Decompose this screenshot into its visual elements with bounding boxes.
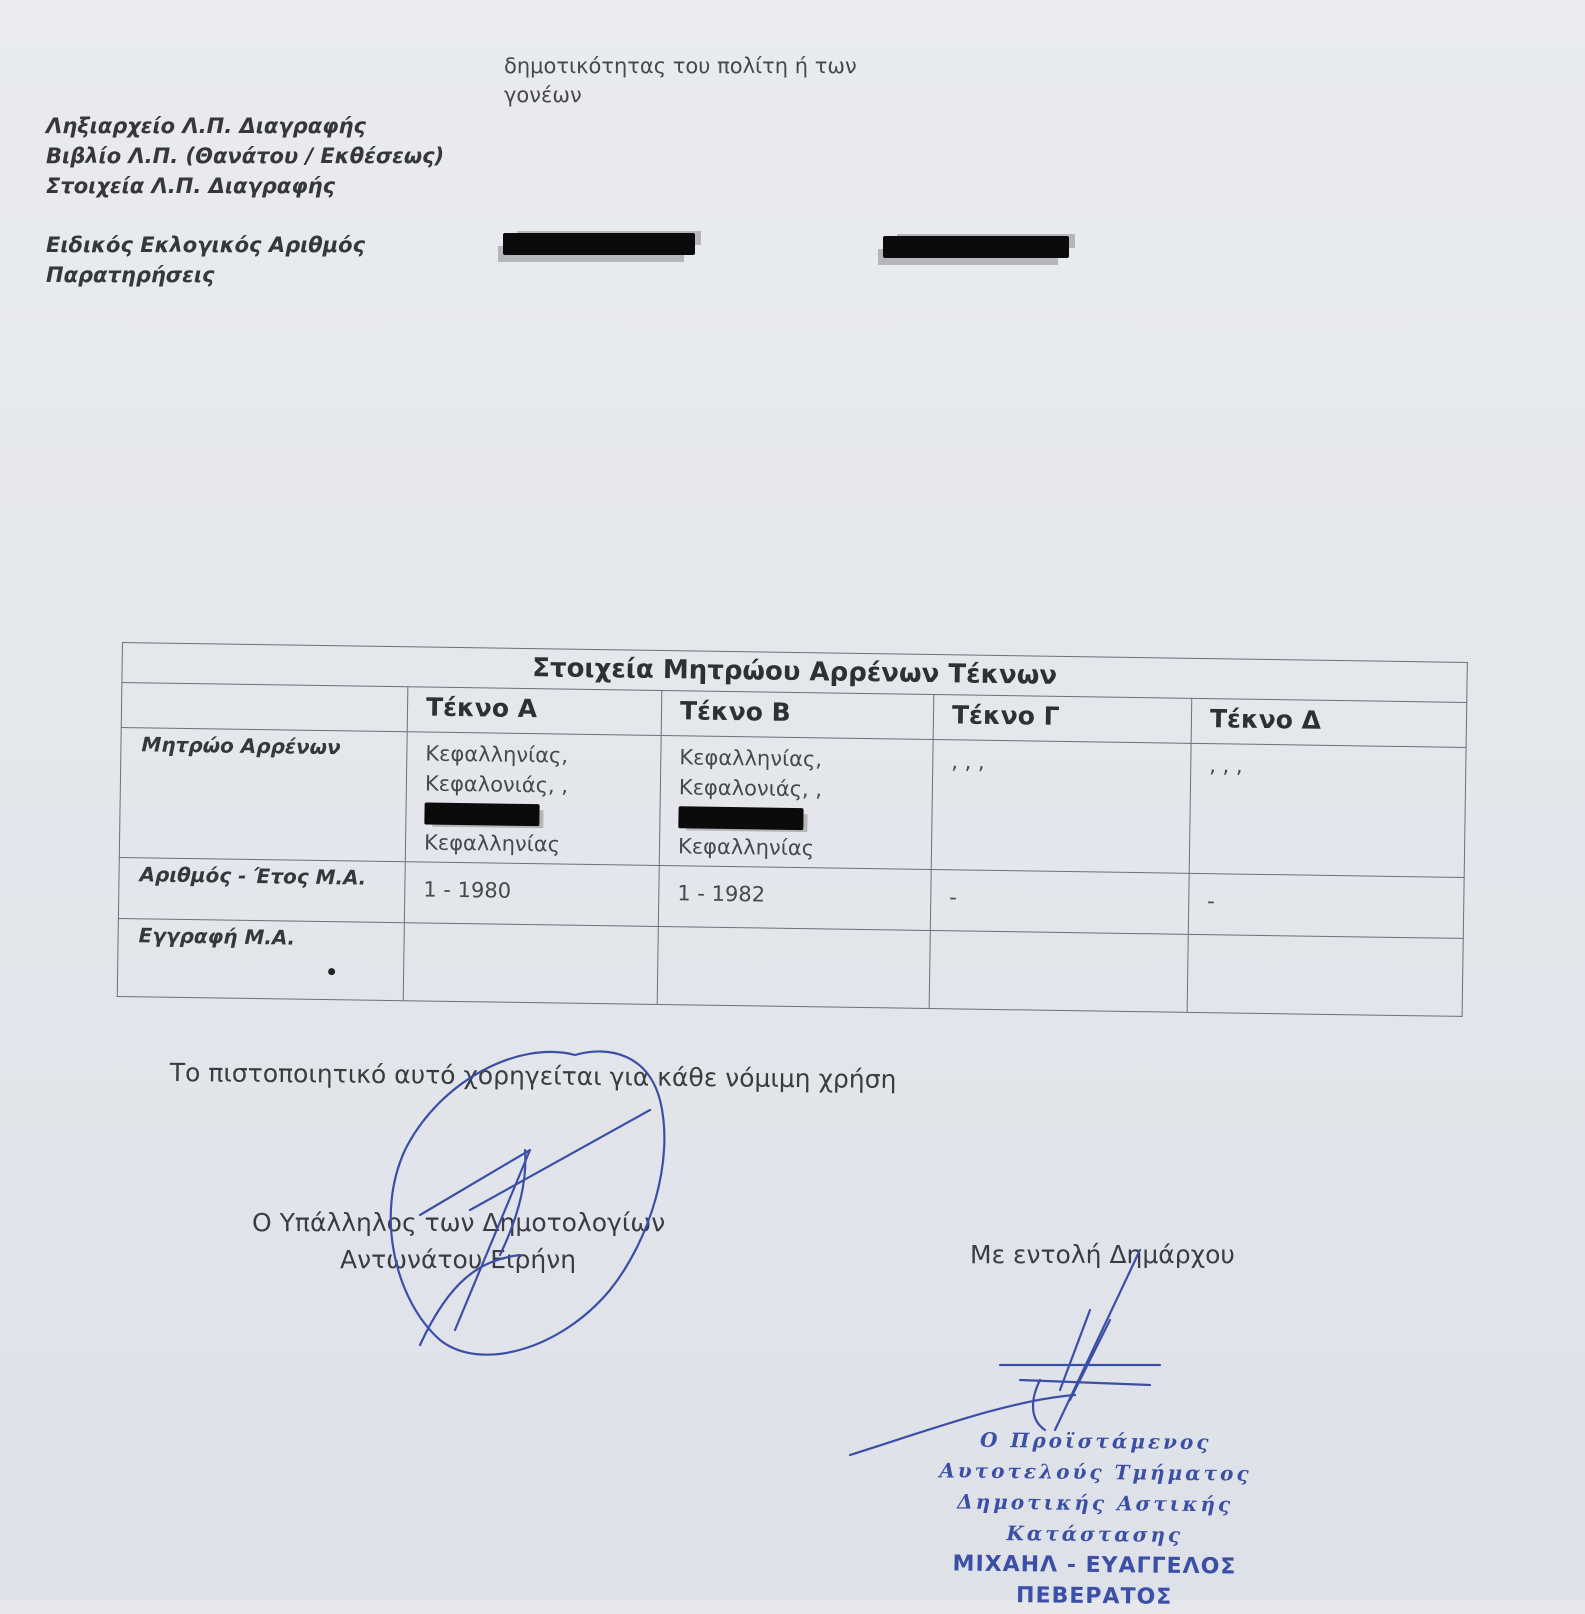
table-cell: 1 - 1980 [404,862,659,927]
table-cell [657,927,930,1009]
mayor-order: Με εντολή Δημάρχου [970,1240,1235,1269]
column-header: Τέκνο Δ [1191,699,1467,748]
redaction-bar-1 [503,233,695,255]
clerk-signature-stroke [420,1150,530,1330]
label-lixiarxeio: Ληξιαρχείο Λ.Π. Διαγραφής [46,114,366,138]
table-cell: - [1188,874,1464,939]
table-cell: Κεφαλληνίας, Κεφαλονιάς, , Κεφαλληνίας [659,735,933,869]
row-label: Αριθμός - Έτος Μ.Α. [118,858,405,923]
header-empty-cell [121,683,408,732]
official-stamp [894,1424,1296,1614]
table-row [119,727,1466,877]
head-signature-stroke [1033,1380,1045,1430]
table-cell: 1 - 1982 [658,866,931,931]
head-signature-stroke [1070,1320,1110,1400]
row-label: Εγγραφή Μ.Α. [117,919,404,1001]
stamp-name: ΜΙΧΑΗΛ - ΕΥΑΓΓΕΛΟΣ ΠΕΒΕΡΑΤΟΣ [952,1551,1237,1610]
redaction-bar-2 [883,236,1069,258]
label-eidikos: Ειδικός Εκλογικός Αριθμός [46,233,366,257]
ink-dot [328,968,335,975]
redaction-bar-4 [678,806,803,830]
label-paratiriseis: Παρατηρήσεις [46,263,215,287]
death-registry-labels [46,111,444,290]
male-children-registry-table [117,642,1467,1017]
table-title: Στοιχεία Μητρώου Αρρένων Τέκνων [122,643,1467,703]
clerk-signature-loop [391,1051,665,1354]
label-stoixeia: Στοιχεία Λ.Π. Διαγραφής [46,174,336,198]
table-cell: Κεφαλληνίας, Κεφαλονιάς, , Κεφαλληνίας [405,732,661,866]
row-label: Μητρώο Αρρένων [119,727,407,862]
table-cell: , , , [1189,743,1466,877]
head-signature-stroke [1055,1250,1140,1430]
column-header: Τέκνο Γ [933,695,1192,743]
table-cell [1187,935,1463,1017]
clerk-signature-stroke [500,1150,525,1255]
table-cell [929,931,1188,1012]
column-header: Τέκνο Β [661,691,934,740]
stamp-line: Ο Προϊστάμενος [979,1427,1212,1455]
certificate-use-note: Το πιστοποιητικό αυτό χορηγείται για κάθε νόμιμη χρήση [169,1058,897,1094]
citizenship-note: δημοτικότητας του πολίτη ή των γονέων [504,54,857,107]
redaction-bar-3 [424,802,539,826]
clerk-name: Αντωνάτου Ειρήνη [340,1245,577,1274]
head-signature-stroke [1060,1310,1090,1390]
head-signature-stroke [1020,1380,1150,1385]
table-cell: - [930,870,1189,935]
column-header: Τέκνο Α [407,687,662,735]
table-cell: , , , [931,739,1191,873]
table-cell [403,923,658,1004]
label-vivlio: Βιβλίο Λ.Π. (Θανάτου / Εκθέσεως) [46,144,445,168]
clerk-signature-stroke [470,1110,650,1210]
stamp-line: Αυτοτελούς Τμήματος [939,1458,1252,1486]
stamp-line: Δημοτικής Αστικής Κατάστασης [957,1489,1234,1547]
clerk-title: Ο Υπάλληλος των Δημοτολογίων [252,1208,666,1237]
